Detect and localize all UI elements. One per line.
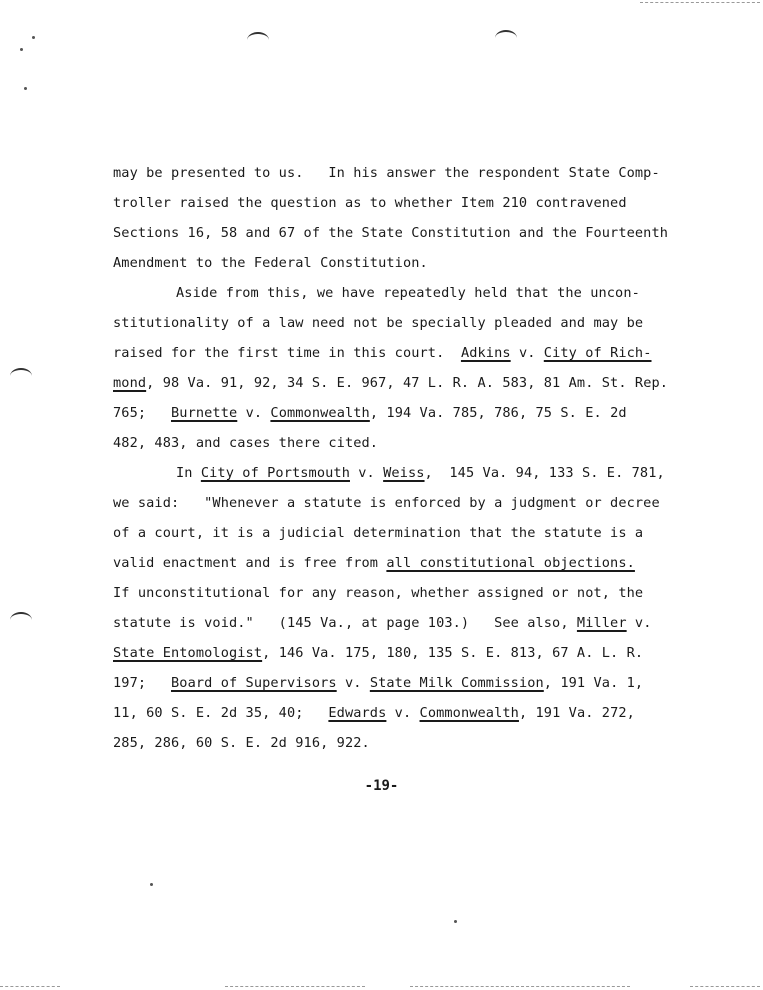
scan-mark-dot-2 — [20, 48, 23, 51]
text-line — [113, 668, 733, 698]
scan-mark-dot-5 — [454, 920, 457, 923]
text-segment: 482, 483, and cases there cited. — [113, 435, 379, 451]
text-line — [113, 398, 733, 428]
text-line — [113, 218, 733, 248]
scan-mark-dot-1 — [32, 36, 35, 39]
case-citation: Commonwealth — [270, 405, 370, 421]
case-citation: mond — [113, 375, 147, 391]
text-segment: , 145 Va. 94, 133 S. E. 781, — [424, 465, 665, 481]
page-number: -19- — [364, 778, 399, 794]
case-citation: Adkins — [460, 345, 511, 361]
case-citation: Miller — [576, 615, 627, 631]
case-citation: Board of Supervisors — [171, 675, 337, 691]
text-segment: troller raised the question as to whether Item 210 contravened — [113, 195, 627, 211]
text-line — [113, 308, 733, 338]
case-citation: State Milk Commission — [369, 675, 544, 691]
case-citation: Commonwealth — [419, 705, 519, 721]
text-segment: may be presented to us. In his answer the respondent State Comp- — [113, 165, 660, 181]
text-line — [113, 548, 733, 578]
text-segment: , 191 Va. 1, — [543, 675, 644, 691]
scan-mark-bottom-edge-3 — [410, 986, 630, 987]
text-segment: v. — [626, 615, 652, 631]
text-line — [113, 278, 733, 308]
text-segment: v. — [510, 345, 544, 361]
text-segment: 285, 286, 60 S. E. 2d 916, 922. — [113, 735, 370, 751]
text-segment: valid enactment and is free from — [113, 555, 387, 571]
text-line — [113, 638, 733, 668]
case-citation: all constitutional objections. — [386, 555, 635, 571]
text-segment: Sections 16, 58 and 67 of the State Constitution and the Fourteenth — [113, 225, 669, 241]
text-segment: 11, 60 S. E. 2d 35, 40; — [113, 705, 329, 721]
case-citation: State Entomologist — [113, 645, 263, 661]
case-citation: Weiss — [383, 465, 425, 481]
text-segment: 765; — [113, 405, 171, 421]
text-line — [113, 608, 733, 638]
case-citation: Edwards — [328, 705, 387, 721]
text-line — [113, 188, 733, 218]
text-line — [113, 458, 733, 488]
scan-mark-arc-margin-2 — [10, 612, 32, 628]
text-line — [113, 728, 733, 758]
case-citation: Burnette — [171, 405, 238, 421]
scan-mark-dot-4 — [150, 883, 153, 886]
text-line — [113, 578, 733, 608]
case-citation: City of Rich- — [543, 345, 652, 361]
text-segment: raised for the first time in this court. — [113, 345, 461, 361]
scan-mark-dot-3 — [24, 87, 27, 90]
text-line — [113, 698, 733, 728]
text-segment: stitutionality of a law need not be specially pleaded and may be — [113, 315, 644, 331]
scan-mark-bottom-edge-4 — [690, 986, 760, 987]
text-line — [113, 338, 733, 368]
text-segment: we said: "Whenever a statute is enforced by a judgment or decree — [113, 495, 660, 511]
body-text — [113, 158, 733, 758]
scan-mark-arc-right — [495, 30, 517, 46]
text-segment: Amendment to the Federal Constitution. — [113, 255, 428, 271]
text-segment: , 191 Va. 272, — [518, 705, 635, 721]
scan-mark-top-edge — [640, 2, 760, 3]
text-segment: v. — [349, 465, 384, 481]
text-segment: Aside from this, we have repeatedly held that the uncon- — [176, 285, 640, 301]
text-segment: , 146 Va. 175, 180, 135 S. E. 813, 67 A. L. R. — [262, 645, 644, 661]
text-segment: If unconstitutional for any reason, whether assigned or not, the — [113, 585, 644, 601]
scan-mark-bottom-edge-2 — [225, 986, 365, 987]
text-line — [113, 158, 733, 188]
text-segment: In — [176, 465, 201, 481]
text-segment: statute is void." (145 Va., at page 103.) See also, — [113, 615, 577, 631]
text-segment: v. — [336, 675, 370, 691]
text-segment: , 194 Va. 785, 786, 75 S. E. 2d — [369, 405, 627, 421]
text-segment: v. — [237, 405, 271, 421]
scan-mark-arc-left — [247, 32, 269, 48]
text-line — [113, 518, 733, 548]
text-line — [113, 368, 733, 398]
text-segment: of a court, it is a judicial determination that the statute is a — [113, 525, 644, 541]
case-citation: City of Portsmouth — [200, 465, 350, 481]
scan-mark-bottom-edge-1 — [0, 986, 60, 987]
text-segment: v. — [386, 705, 420, 721]
text-segment: , 98 Va. 91, 92, 34 S. E. 967, 47 L. R. A. 583, 81 Am. St. Rep. — [146, 375, 669, 391]
text-line — [113, 248, 733, 278]
text-line — [113, 488, 733, 518]
text-line — [113, 428, 733, 458]
text-segment: 197; — [113, 675, 171, 691]
scan-mark-arc-margin-1 — [10, 368, 32, 384]
